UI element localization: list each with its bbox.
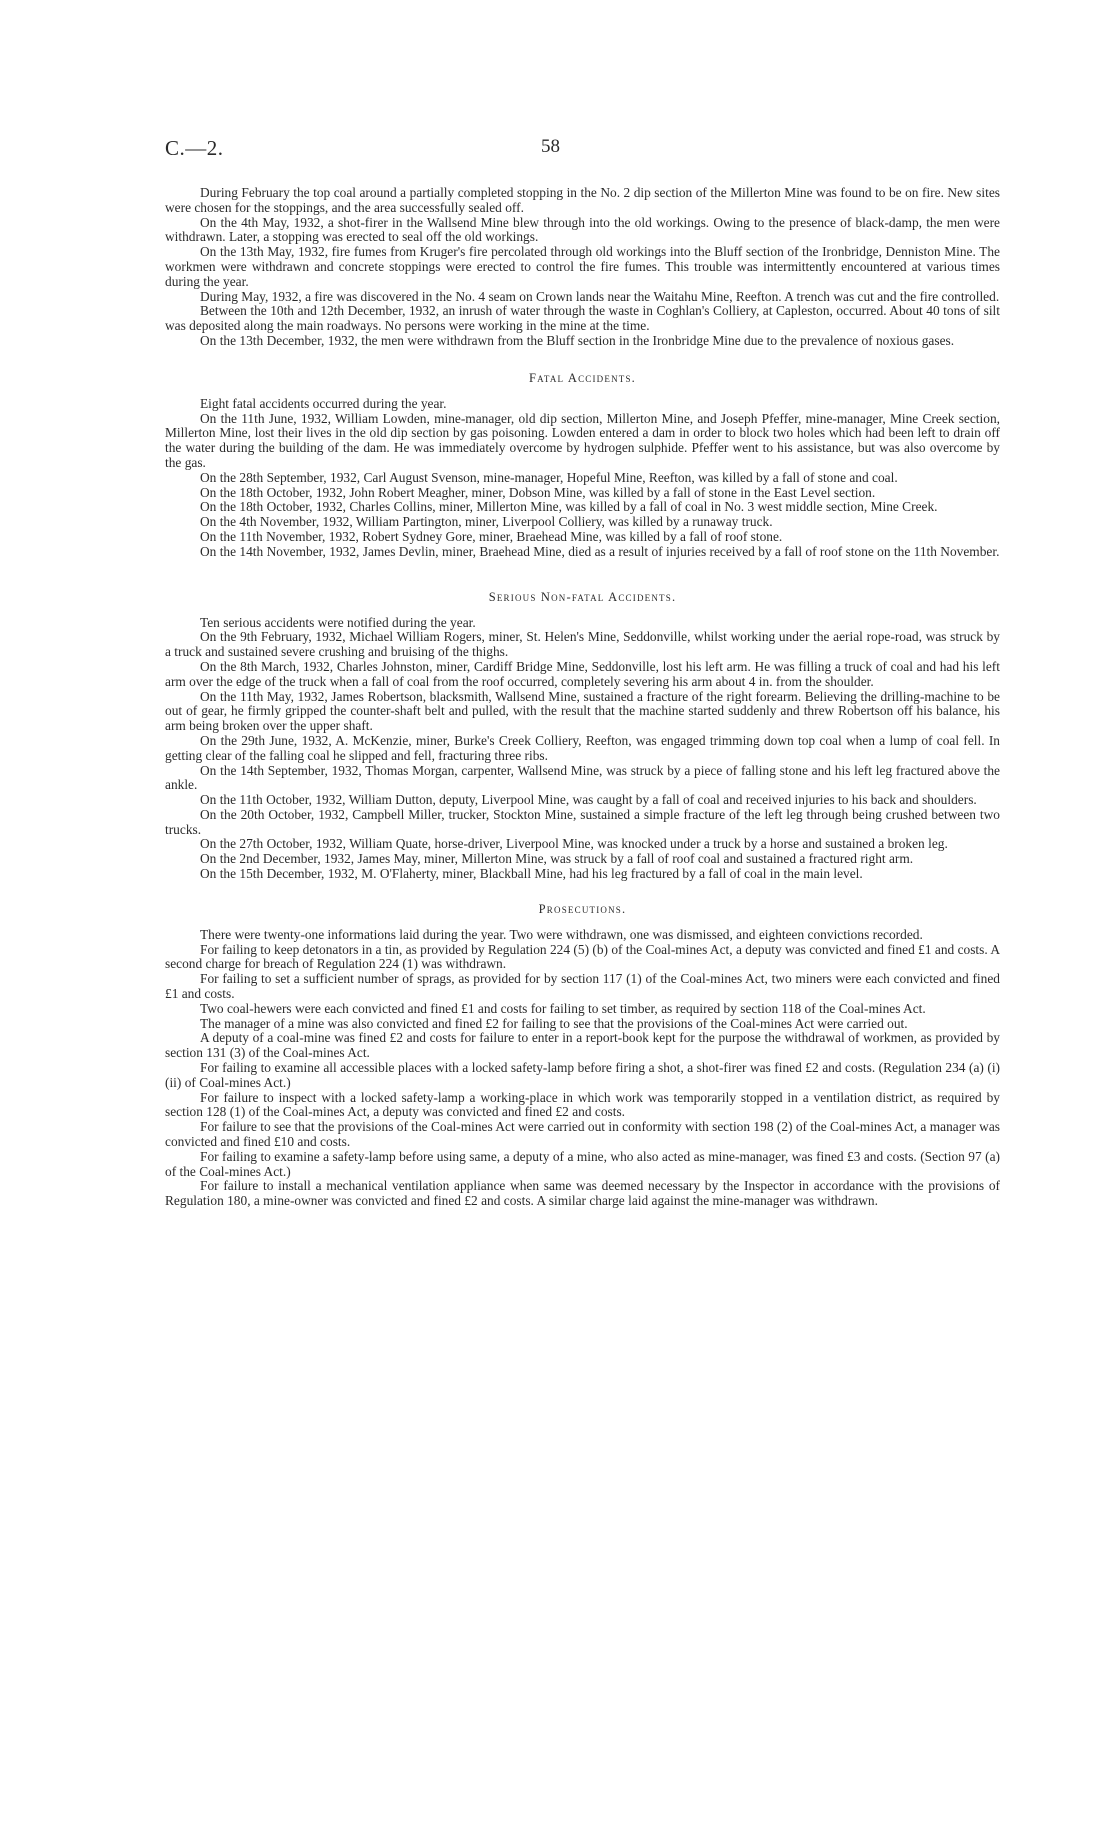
section-heading-prosecutions: Prosecutions.: [538, 901, 627, 916]
paragraph: For failing to examine a safety-lamp before using same, a deputy of a mine, who also acted as mine-manager, was fined £3 and costs. (Section 97 (a) of the Coal-mines Act.): [165, 1148, 1000, 1179]
paragraph: On the 27th October, 1932, William Quate, horse-driver, Liverpool Mine, was knocked under a truck by a horse and sustained a broken leg.: [200, 836, 948, 852]
paragraph: Between the 10th and 12th December, 1932, an inrush of water through the waste in Coghlan's Colliery, at Capleston, occurred. About 40 tons of silt was deposited along the main roadways. No persons were working in the mine at the time.: [165, 303, 1000, 334]
serious-accidents-section: [165, 590, 1000, 882]
paragraph: On the 11th May, 1932, James Robertson, blacksmith, Wallsend Mine, sustained a fracture of the right forearm. Believing the drilling-machine to be out of gear, he firmly gripped the counter-shaft belt and pulled, with the result that the machine started suddenly and threw Robertson off his balance, his arm being broken over the upper shaft.: [165, 688, 1000, 734]
paragraph: For failing to keep detonators in a tin, as provided by Regulation 224 (5) (b) of the Coal-mines Act, a deputy was convicted and fined £1 and costs. A second charge for breach of Regulation 224 (1) was withdrawn.: [165, 941, 1000, 972]
paragraph: Ten serious accidents were notified during the year.: [200, 614, 476, 630]
paragraph: For failing to examine all accessible places with a locked safety-lamp before firing a shot, a shot-firer was fined £2 and costs. (Regulation 234 (a) (i) (ii) of Coal-mines Act.): [165, 1060, 1000, 1090]
paragraph: For failure to install a mechanical ventilation appliance when same was deemed necessary by the Inspector in accordance with the provisions of Regulation 180, a mine-owner was convicted and fined £2 and costs. A similar charge laid against the mine-manager was withdrawn.: [165, 1178, 1000, 1209]
prosecutions-section: [165, 902, 1000, 1209]
paragraph: On the 28th September, 1932, Carl August Svenson, mine-manager, Hopeful Mine, Reefton, was killed by a fall of stone and coal.: [200, 469, 898, 485]
paragraph: On the 29th June, 1932, A. McKenzie, miner, Burke's Creek Colliery, Reefton, was engaged trimming down top coal when a lump of coal fell. In getting clear of the falling coal he slipped and fell, fracturing three ribs.: [165, 732, 1000, 763]
paragraph: On the 11th October, 1932, William Dutton, deputy, Liverpool Mine, was caught by a fall of coal and received injuries to his back and shoulders.: [200, 792, 977, 808]
paragraph: On the 13th May, 1932, fire fumes from Kruger's fire percolated through old workings into the Bluff section of the Ironbridge, Denniston Mine. The workmen were withdrawn and concrete stoppings were erected to control the fire fumes. This trouble was intermittently encountered at various times during the year.: [165, 244, 1000, 289]
paragraph: On the 8th March, 1932, Charles Johnston, miner, Cardiff Bridge Mine, Seddonville, lost his left arm. He was filling a truck of coal and had his left arm over the edge of the truck when a fall of coal from the roof occurred, completely severing his arm about 4 in. from the shoulder.: [165, 658, 1000, 689]
paragraph: On the 4th May, 1932, a shot-firer in the Wallsend Mine blew through into the old workings. Owing to the presence of black-damp, the men were withdrawn. Later, a stopping was erected to seal off the old workings.: [165, 214, 1000, 245]
paragraph: On the 9th February, 1932, Michael William Rogers, miner, St. Helen's Mine, Seddonville, whilst working under the aerial rope-road, was struck by a truck and sustained severe crushing and bruising of the thighs.: [165, 629, 1000, 660]
paragraph: On the 14th November, 1932, James Devlin, miner, Braehead Mine, died as a result of injuries received by a fall of roof stone on the 11th November.: [200, 543, 1000, 559]
paragraph: On the 20th October, 1932, Campbell Miller, trucker, Stockton Mine, sustained a simple fracture of the left leg through being crushed between two trucks.: [165, 806, 1000, 837]
paragraph: On the 13th December, 1932, the men were withdrawn from the Bluff section in the Ironbridge Mine due to the prevalence of noxious gases.: [200, 332, 955, 348]
paragraph: On the 14th September, 1932, Thomas Morgan, carpenter, Wallsend Mine, was struck by a piece of falling stone and his left leg fractured above the ankle.: [165, 762, 1000, 793]
page-content: [165, 186, 1000, 1209]
intro-section: [165, 186, 1000, 349]
paragraph: During February the top coal around a partially completed stopping in the No. 2 dip section of the Millerton Mine was found to be on fire. New sites were chosen for the stoppings, and the area successfully sealed off.: [165, 185, 1000, 215]
paragraph: On the 18th October, 1932, John Robert Meagher, miner, Dobson Mine, was killed by a fall of stone in the East Level section.: [200, 484, 876, 500]
page-number: 58: [541, 136, 560, 157]
paragraph: There were twenty-one informations laid during the year. Two were withdrawn, one was dismissed, and eighteen convictions recorded.: [200, 926, 923, 942]
fatal-accidents-section: [165, 371, 1000, 560]
section-heading-serious-accidents: Serious Non-fatal Accidents.: [488, 589, 677, 604]
section-heading-fatal-accidents: Fatal Accidents.: [528, 370, 637, 385]
paragraph: Eight fatal accidents occurred during the year.: [200, 395, 447, 411]
paragraph: On the 11th November, 1932, Robert Sydney Gore, miner, Braehead Mine, was killed by a fall of roof stone.: [200, 528, 783, 544]
paragraph: On the 4th November, 1932, William Partington, miner, Liverpool Colliery, was killed by a runaway truck.: [200, 514, 773, 530]
paragraph: Two coal-hewers were each convicted and fined £1 and costs for failing to set timber, as required by section 118 of the Coal-mines Act.: [200, 1000, 926, 1016]
paragraph: The manager of a mine was also convicted and fined £2 for failing to see that the provisions of the Coal-mines Act were carried out.: [200, 1015, 908, 1031]
paragraph: On the 18th October, 1932, Charles Collins, miner, Millerton Mine, was killed by a fall of coal in No. 3 west middle section, Mine Creek.: [200, 499, 938, 515]
paragraph: On the 15th December, 1932, M. O'Flaherty, miner, Blackball Mine, had his leg fractured by a fall of coal in the main level.: [200, 866, 863, 882]
paragraph: On the 2nd December, 1932, James May, miner, Millerton Mine, was struck by a fall of roof coal and sustained a fractured right arm.: [200, 851, 914, 867]
paragraph: During May, 1932, a fire was discovered in the No. 4 seam on Crown lands near the Waitahu Mine, Reefton. A trench was cut and the fire controlled.: [200, 288, 1000, 304]
paragraph: For failure to inspect with a locked safety-lamp a working-place in which work was temporarily stopped in a ventilation district, as required by section 128 (1) of the Coal-mines Act, a deputy was convicted and fined £2 and costs.: [165, 1089, 1000, 1120]
paragraph: A deputy of a coal-mine was fined £2 and costs for failure to enter in a report-book kept for the purpose the withdrawal of workmen, as provided by section 131 (3) of the Coal-mines Act.: [165, 1030, 1000, 1061]
paragraph: On the 11th June, 1932, William Lowden, mine-manager, old dip section, Millerton Mine, and Joseph Pfeffer, mine-manager, Mine Creek section, Millerton Mine, lost their lives in the old dip section by gas poisoning. Lowden entered a dam in order to block two holes which had been left to drain off the water during the building of the dam. He was immediately overcome by hydrogen sulphide. Pfeffer went to his assistance, but was also overcome by the gas.: [165, 410, 1000, 470]
page-code: C.—2.: [165, 136, 224, 160]
paragraph: For failure to see that the provisions of the Coal-mines Act were carried out in conformity with section 198 (2) of the Coal-mines Act, a manager was convicted and fined £10 and costs.: [165, 1119, 1000, 1150]
paragraph: For failing to set a sufficient number of sprags, as provided for by section 117 (1) of the Coal-mines Act, two miners were each convicted and fined £1 and costs.: [165, 971, 1000, 1002]
